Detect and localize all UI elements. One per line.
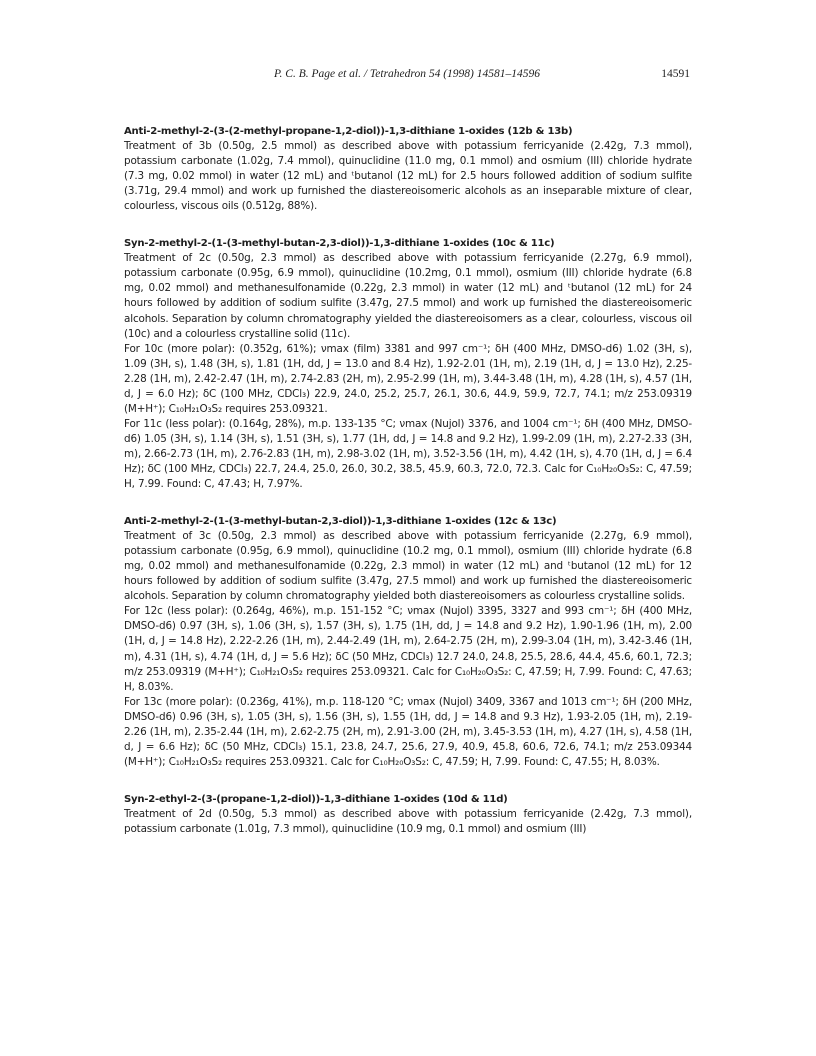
running-header — [124, 68, 690, 88]
running-title: P. C. B. Page et al. / Tetrahedron 54 (1998) 14581–14596 — [274, 68, 540, 80]
section-heading: Anti-2-methyl-2-(1-(3-methyl-butan-2,3-diol))-1,3-dithiane 1-oxides (12c & 13c) — [124, 516, 557, 528]
section-gap — [124, 770, 692, 792]
section-syn-10d-11d — [124, 792, 692, 837]
section-anti-12c-13c — [124, 514, 692, 770]
section-gap — [124, 214, 692, 236]
section-anti-12b-13b — [124, 124, 692, 214]
paragraph: Treatment of 3b (0.50g, 2.5 mmol) as described above with potassium ferricyanide (2.42g, 7.3 mmol), potassium carbonate (1.02g, 7.4 mmol), quinuclidine (11.0 mg, 0.1 mmol) and osmium (III) chloride hydrate (7.3 mg, 0.02 mmol) in water (12 mL) and ᵗbutanol (12 mL) for 2.5 hours followed addition of sodium sulfite (3.71g, 29.4 mmol) and work up furnished the diastereoisomeric alcohols as an inseparable mixture of clear, colourless, viscous oils (0.512g, 88%). — [124, 140, 692, 213]
section-syn-10c-11c — [124, 236, 692, 492]
section-heading: Syn-2-methyl-2-(1-(3-methyl-butan-2,3-diol))-1,3-dithiane 1-oxides (10c & 11c) — [124, 238, 555, 250]
page-number: 14591 — [661, 68, 690, 80]
paragraph: For 12c (less polar): (0.264g, 46%), m.p. 151-152 °C; νmax (Nujol) 3395, 3327 and 993 cm⁻¹; δH (400 MHz, DMSO-d6) 0.97 (3H, s), 1.06 (3H, s), 1.57 (3H, s), 1.75 (1H, dd, J = 14.8 and 9.2 Hz), 1.90-1.96 (1H, m), 2.00 (1H, d, J = 14.8 Hz), 2.22-2.26 (1H, m), 2.44-2.49 (1H, m), 2.64-2.75 (2H, m), 2.99-3.04 (1H, m), 3.42-3.46 (1H, m), 4.31 (1H, s), 4.74 (1H, d, J = 5.6 Hz); δC (50 MHz, CDCl₃) 12.7 24.0, 24.8, 25.5, 28.6, 44.4, 45.6, 60.1, 72.3; m/z 253.09319 (M+H⁺); C₁₀H₂₁O₃S₂ requires 253.09321. Calc for C₁₀H₂₀O₃S₂: C, 47.59; H, 7.99. Found: C, 47.63; H, 8.03%. — [124, 605, 692, 693]
section-gap — [124, 492, 692, 514]
paragraph: For 13c (more polar): (0.236g, 41%), m.p. 118-120 °C; νmax (Nujol) 3409, 3367 and 1013 cm⁻¹; δH (200 MHz, DMSO-d6) 0.96 (3H, s), 1.05 (3H, s), 1.56 (3H, s), 1.55 (1H, dd, J = 14.8 and 9.3 Hz), 1.93-2.05 (1H, m), 2.19-2.26 (1H, m), 2.35-2.44 (1H, m), 2.62-2.75 (2H, m), 2.91-3.00 (2H, m), 3.45-3.53 (1H, m), 4.27 (1H, s), 4.58 (1H, d, J = 6.6 Hz); δC (50 MHz, CDCl₃) 15.1, 23.8, 24.7, 25.6, 27.9, 40.9, 45.8, 60.6, 72.6, 74.1; m/z 253.09344 (M+H⁺); C₁₀H₂₁O₃S₂ requires 253.09321. Calc for C₁₀H₂₀O₃S₂: C, 47.59; H, 7.99. Found: C, 47.55; H, 8.03%. — [124, 695, 692, 768]
paragraph: Treatment of 3c (0.50g, 2.3 mmol) as described above with potassium ferricyanide (2.27g, 6.9 mmol), potassium carbonate (0.95g, 6.9 mmol), quinuclidine (10.2 mg, 0.1 mmol), osmium (III) chloride hydrate (6.8 mg, 0.02 mmol) and methanesulfonamide (0.22g, 2.3 mmol) in water (12 mL) and ᵗbutanol (12 mL) for 12 hours followed by addition of sodium sulfite (3.47g, 27.5 mmol) and work up furnished the diastereoisomeric alcohols. Separation by column chromatography yielded both diastereoisomers as colourless crystalline solids. — [124, 530, 692, 603]
section-heading: Anti-2-methyl-2-(3-(2-methyl-propane-1,2-diol))-1,3-dithiane 1-oxides (12b & 13b) — [124, 126, 573, 137]
paragraph: Treatment of 2c (0.50g, 2.3 mmol) as described above with potassium ferricyanide (2.27g, 6.9 mmol), potassium carbonate (0.95g, 6.9 mmol), quinuclidine (10.2mg, 0.1 mmol), osmium (III) chloride hydrate (6.8 mg, 0.02 mmol) and methanesulfonamide (0.22g, 2.3 mmol) in water (12 mL) and ᵗbutanol (12 mL) for 24 hours followed by addition of sodium sulfite (3.47g, 27.5 mmol) and work up furnished the diastereoisomeric alcohols. Separation by column chromatography yielded the diastereoisomers as a clear, colourless, viscous oil (10c) and a colourless crystalline solid (11c). — [124, 252, 692, 340]
paragraph: For 10c (more polar): (0.352g, 61%); νmax (film) 3381 and 997 cm⁻¹; δH (400 MHz, DMSO-d6) 1.02 (3H, s), 1.09 (3H, s), 1.48 (3H, s), 1.81 (1H, dd, J = 13.0 and 8.4 Hz), 1.92-2.01 (1H, m), 2.19 (1H, d, J = 13.0 Hz), 2.25-2.28 (1H, m), 2.42-2.47 (1H, m), 2.74-2.83 (2H, m), 2.95-2.99 (1H, m), 3.44-3.48 (1H, m), 4.28 (1H, s), 4.57 (1H, d, J = 6.0 Hz); δC (100 MHz, CDCl₃) 22.9, 24.0, 25.2, 25.7, 26.1, 30.6, 44.9, 59.9, 72.7, 74.1; m/z 253.09319 (M+H⁺); C₁₀H₂₁O₃S₂ requires 253.09321. — [124, 342, 692, 415]
section-heading: Syn-2-ethyl-2-(3-(propane-1,2-diol))-1,3-dithiane 1-oxides (10d & 11d) — [124, 793, 508, 805]
paragraph: Treatment of 2d (0.50g, 5.3 mmol) as described above with potassium ferricyanide (2.42g, 7.3 mmol), potassium carbonate (1.01g, 7.3 mmol), quinuclidine (10.9 mg, 0.1 mmol) and osmium (III) — [124, 807, 692, 835]
paragraph: For 11c (less polar): (0.164g, 28%), m.p. 133-135 °C; νmax (Nujol) 3376, and 1004 cm⁻¹; δH (400 MHz, DMSO-d6) 1.05 (3H, s), 1.14 (3H, s), 1.51 (3H, s), 1.77 (1H, dd, J = 14.8 and 9.2 Hz), 1.99-2.09 (1H, m), 2.27-2.33 (3H, m), 2.66-2.73 (1H, m), 2.76-2.83 (1H, m), 2.98-3.02 (1H, m), 3.52-3.56 (1H, m), 4.42 (1H, s), 4.70 (1H, d, J = 6.4 Hz); δC (100 MHz, CDCl₃) 22.7, 24.4, 25.0, 26.0, 30.2, 38.5, 45.9, 60.3, 72.0, 72.3. Calc for C₁₀H₂₀O₃S₂: C, 47.59; H, 7.99. Found: C, 47.43; H, 7.97%. — [124, 417, 692, 491]
article-body — [124, 124, 692, 837]
